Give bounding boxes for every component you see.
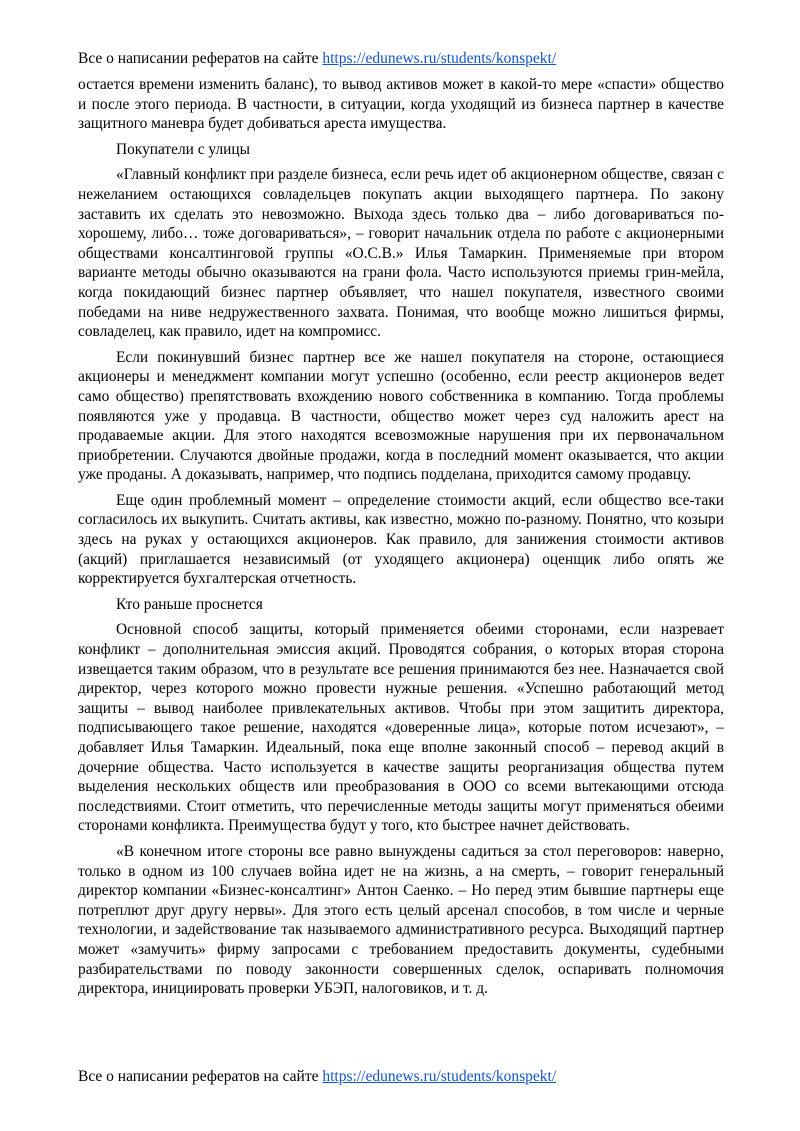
section-heading-buyers: Покупатели с улицы — [116, 140, 250, 158]
page-footer — [78, 1067, 728, 1087]
footer-link[interactable]: https://edunews.ru/students/konspekt/ — [322, 1068, 557, 1085]
document-body — [78, 75, 724, 1005]
paragraph-5: Основной способ защиты, который применяется обеими сторонами, если назревает конфликт – дополнительная эмиссия акций. Проводятся собрания, о которых вторая сторона извещается таким образом, что в результате все решения принимаются без нее. Назначается свой директор, через которого можно провести нужные решения. «Успешно работающий метод защиты – вывод наиболее привлекательных активов. Чтобы при этом защитить директора, подписывающего такое решение, находятся «доверенные лица», которые потом исчезают», – добавляет Илья Тамаркин. Идеальный, пока еще вполне законный способ – перевод акций в дочерние общества. Часто используется в качестве защиты реорганизация общества путем выделения нескольких обществ или преобразования в ООО со всеми вытекающими отсюда последствиями. Стоит отметить, что перечисленные методы защиты могут применяться обеими сторонами конфликта. Преимущества будут у того, кто быстрее начнет действовать. — [78, 621, 724, 835]
paragraph-1: остается времени изменить баланс), то вывод активов может в какой-то мере «спасти» общество и после этого периода. В частности, в ситуации, когда уходящий из бизнеса партнер в качестве защитного маневра будет добиваться ареста имущества. — [78, 76, 724, 133]
header-link[interactable]: https://edunews.ru/students/konspekt/ — [322, 50, 557, 67]
page-header — [78, 49, 728, 69]
paragraph-2: «Главный конфликт при разделе бизнеса, если речь идет об акционерном обществе, связан с нежеланием остающихся совладельцев покупать акции выходящего партнера. По закону заставить их сделать это невозможно. Выхода здесь только два – либо договариваться по-хорошему, либо… тоже договариваться», – говорит начальник отдела по работе с акционерными обществами консалтинговой группы «О.С.В.» Илья Тамаркин. Применяемые при втором варианте методы обычно оказываются на грани фола. Часто используются приемы грин-мейла, когда покидающий бизнес партнер объявляет, что нашел покупателя, известного своими победами на ниве недружественного захвата. Понимая, что вообще можно лишиться фирмы, совладелец, как правило, идет на компромисс. — [78, 166, 724, 341]
paragraph-6: «В конечном итоге стороны все равно вынуждены садиться за стол переговоров: наверно, только в одном из 100 случаев война идет не на жизнь, а на смерть, – говорит генеральный директор компании «Бизнес-консалтинг» Антон Саенко. – Но перед этим бывшие партнеры еще потреплют друг другу нервы». Для этого есть целый арсенал способов, в том числе и черные технологии, и задействование так называемого административного ресурса. Выходящий партнер может «замучить» фирму запросами с требованием предоставить документы, судебными разбирательствами по поводу законности совершенных сделок, оспаривать полномочия директора, инициировать проверки УБЭП, налоговиков, и т. д. — [78, 842, 724, 998]
paragraph-4: Еще один проблемный момент – определение стоимости акций, если общество все-таки согласилось их выкупить. Считать активы, как известно, можно по-разному. Понятно, что козыри здесь на руках у остающихся акционеров. Как правило, для занижения стоимости активов (акций) приглашается независимый (от уходящего акционера) оценщик либо опять же корректируется бухгалтерская отчетность. — [78, 491, 724, 588]
paragraph-3: Если покинувший бизнес партнер все же нашел покупателя на стороне, остающиеся акционеры и менеджмент компании могут успешно (особенно, если реестр акционеров ведет само общество) препятствовать вхождению нового собственника в компанию. Тогда проблемы появляются уже у продавца. В частности, общество может через суд наложить арест на продаваемые акции. Для этого находятся всевозможные нарушения при их первоначальном приобретении. Случаются двойные продажи, когда в последний момент оказывается, что акции уже проданы. А доказывать, например, что подпись подделана, приходится самому продавцу. — [78, 348, 724, 484]
section-heading-who-first: Кто раньше проснется — [116, 595, 263, 613]
header-text: Все о написании рефератов на сайте — [78, 50, 323, 67]
footer-text: Все о написании рефератов на сайте — [78, 1068, 323, 1085]
